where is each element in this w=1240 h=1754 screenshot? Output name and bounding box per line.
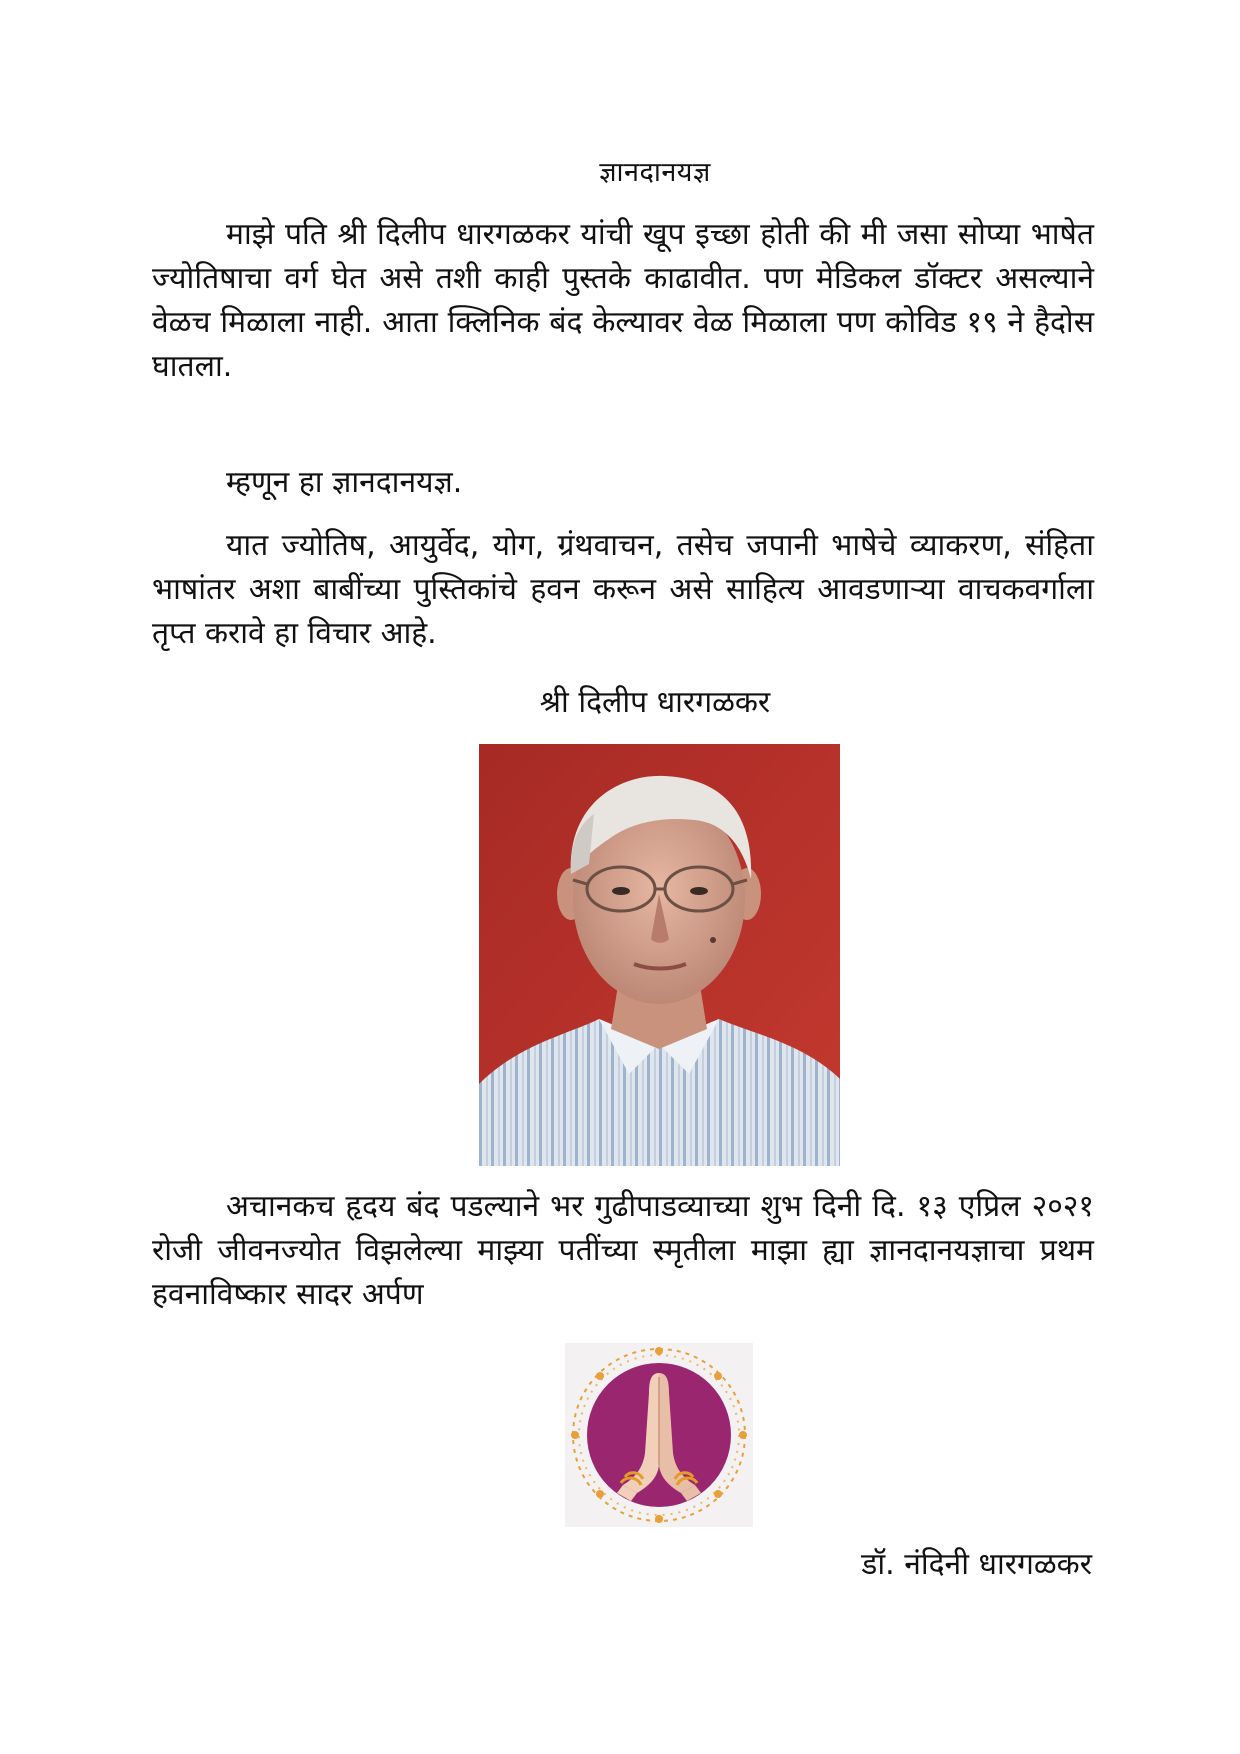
portrait-photo xyxy=(479,744,840,1166)
paragraph-purpose: म्हणून हा ज्ञानदानयज्ञ. xyxy=(226,465,463,500)
paragraph-dedication: अचानकच हृदय बंद पडल्याने भर गुढीपाडव्याच्या शुभ दिनी दि. १३ एप्रिल २०२१ रोजी जीवनज्योत विझलेल्या माझ्या पतींच्या स्मृतीला माझा ह्या ज्ञानदानयज्ञाचा प्रथम हवनाविष्कार सादर अर्पण xyxy=(152,1189,1094,1312)
paragraph-intro: माझे पति श्री दिलीप धारगळकर यांची खूप इच्छा होती की मी जसा सोप्या भाषेत ज्योतिषाचा वर्ग घेत असे तशी काही पुस्तके काढावीत. पण मेडिकल डॉक्टर असल्याने वेळच मिळाला नाही. आता क्लिनिक बंद केल्यावर वेळ मिळाला पण कोविड १९ ने हैदोस घातला. xyxy=(152,217,1094,384)
signature-name: डॉ. नंदिनी धारगळकर xyxy=(861,1547,1092,1582)
photo-caption: श्री दिलीप धारगळकर xyxy=(539,685,771,720)
document-title: ज्ञानदानयज्ञ xyxy=(599,157,711,188)
paragraph-topics: यात ज्योतिष, आयुर्वेद, योग, ग्रंथवाचन, तसेच जपानी भाषेचे व्याकरण, संहिता भाषांतर अशा बाबींच्या पुस्तिकांचे हवन करून असे साहित्य आवडणाऱ्या वाचकवर्गाला तृप्त करावे हा विचार आहे. xyxy=(152,528,1094,651)
namaste-hands-icon xyxy=(565,1343,753,1527)
